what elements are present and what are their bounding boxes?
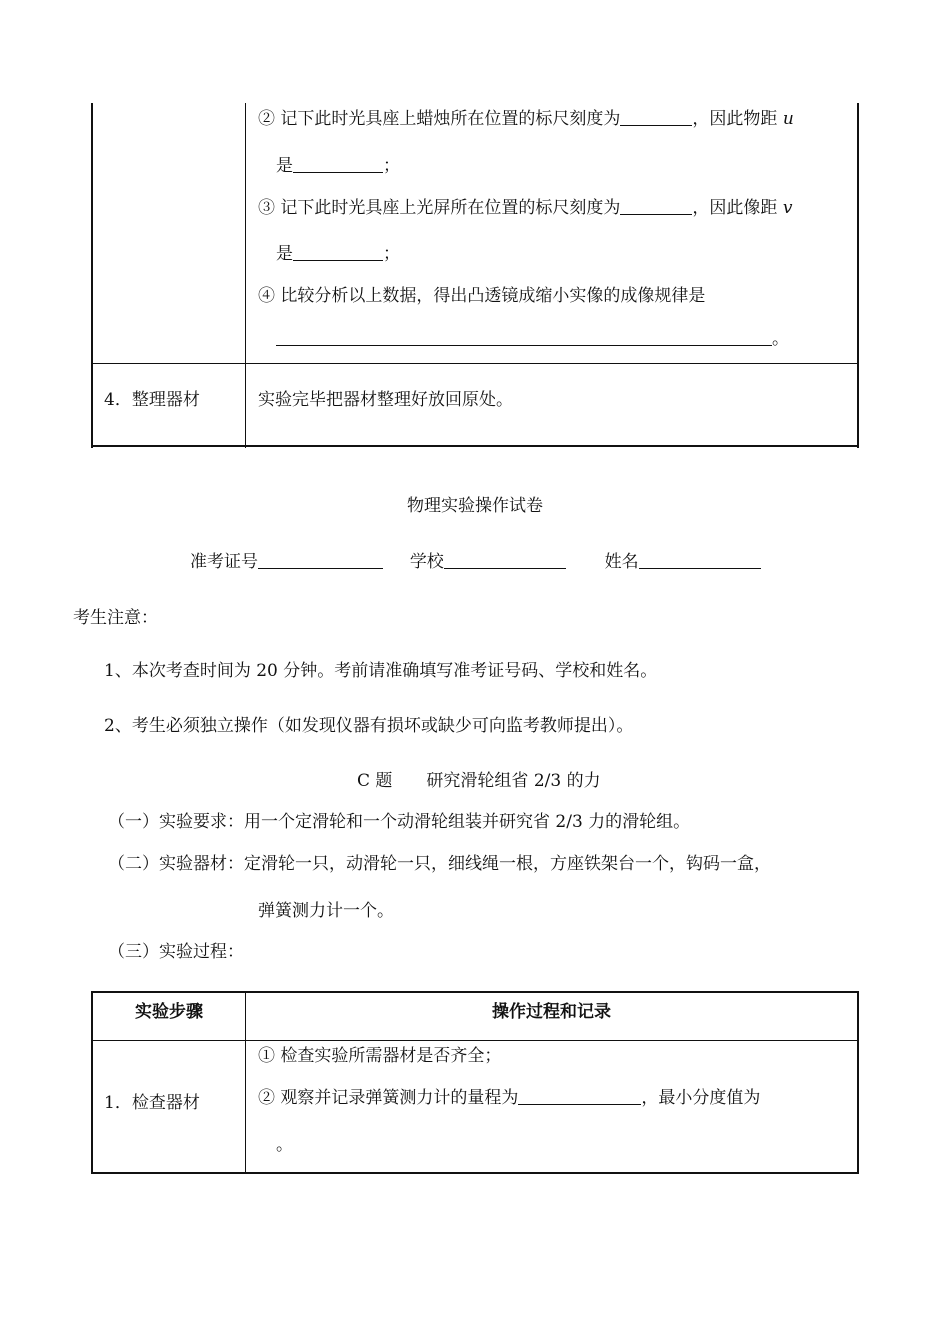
notice-1: 1、本次考查时间为 20 分钟。考前请准确填写准考证号码、学校和姓名。	[104, 661, 658, 681]
is-text: 是	[276, 156, 293, 176]
candidate-info-line	[190, 550, 761, 574]
table-1-bottom-border	[91, 445, 859, 447]
step2-line	[258, 107, 794, 131]
school-label: 学校	[409, 552, 444, 572]
table-1-column-divider	[245, 103, 246, 448]
screen-scale-blank[interactable]	[620, 196, 692, 215]
division-text: ，最小分度值为	[641, 1088, 761, 1108]
object-scale-blank[interactable]	[620, 107, 692, 126]
name-field[interactable]	[639, 550, 761, 569]
name-label: 姓名	[604, 552, 639, 572]
symbol-v: v	[782, 198, 793, 218]
experiment-requirement: （一）实验要求：用一个定滑轮和一个动滑轮组装并研究省 2/3 力的滑轮组。	[108, 812, 691, 832]
table-1-left-border	[91, 103, 93, 448]
image-distance-blank[interactable]	[293, 242, 383, 261]
organize-content: 实验完毕把器材整理好放回原处。	[258, 390, 513, 410]
check-item-2	[258, 1086, 760, 1110]
step3-tail: ，因此像距	[692, 198, 778, 218]
exam-title: 物理实验操作试卷	[407, 496, 543, 516]
step3-text: ③ 记下此时光具座上光屏所在位置的标尺刻度为	[258, 198, 621, 218]
table-2-right-border	[857, 991, 859, 1174]
school-field[interactable]	[444, 550, 566, 569]
step4-line	[258, 284, 705, 308]
period: 。	[772, 329, 789, 349]
header-step: 实验步骤	[135, 1002, 203, 1022]
semicolon: ；	[383, 156, 400, 176]
id-field[interactable]	[258, 550, 383, 569]
question-title: 研究滑轮组省 2/3 的力	[426, 771, 601, 791]
step4-answer-line	[276, 327, 789, 351]
header-record: 操作过程和记录	[492, 1002, 611, 1022]
table-2-header-divider	[91, 1040, 859, 1041]
step3-answer-line	[276, 242, 400, 266]
table-1-right-border	[857, 103, 859, 448]
check-item-2-end: 。	[276, 1135, 293, 1155]
question-code: C 题	[357, 771, 393, 791]
notice-2: 2、考生必须独立操作（如发现仪器有损坏或缺少可向监考教师提出）。	[104, 716, 634, 736]
step2-tail: ，因此物距	[692, 109, 778, 129]
experiment-equipment-cont: 弹簧测力计一个。	[258, 901, 394, 921]
check-item-1: ① 检查实验所需器材是否齐全；	[258, 1046, 502, 1066]
question-heading	[357, 769, 601, 793]
step3-line	[258, 196, 792, 220]
semicolon: ；	[383, 244, 400, 264]
symbol-u: u	[782, 109, 794, 129]
table-2-bottom-border	[91, 1172, 859, 1174]
step4-text: ④ 比较分析以上数据，得出凸透镜成缩小实像的成像规律是	[258, 286, 706, 306]
step2-answer-line	[276, 154, 400, 178]
table-2-top-border	[91, 991, 859, 993]
notice-title: 考生注意：	[73, 608, 158, 628]
is-text: 是	[276, 244, 293, 264]
step2-text: ② 记下此时光具座上蜡烛所在位置的标尺刻度为	[258, 109, 621, 129]
experiment-process: （三）实验过程：	[108, 942, 244, 962]
id-label: 准考证号	[190, 552, 258, 572]
step-label-organize: 4．整理器材	[104, 390, 200, 410]
table-1-row-divider	[91, 363, 859, 364]
range-text: ② 观察并记录弹簧测力计的量程为	[258, 1088, 519, 1108]
imaging-rule-blank[interactable]	[276, 327, 772, 346]
range-blank[interactable]	[518, 1086, 641, 1105]
step-label-check: 1．检查器材	[104, 1093, 200, 1113]
object-distance-blank[interactable]	[293, 154, 383, 173]
experiment-equipment: （二）实验器材：定滑轮一只，动滑轮一只，细线绳一根，方座铁架台一个，钩码一盒，	[108, 854, 771, 874]
